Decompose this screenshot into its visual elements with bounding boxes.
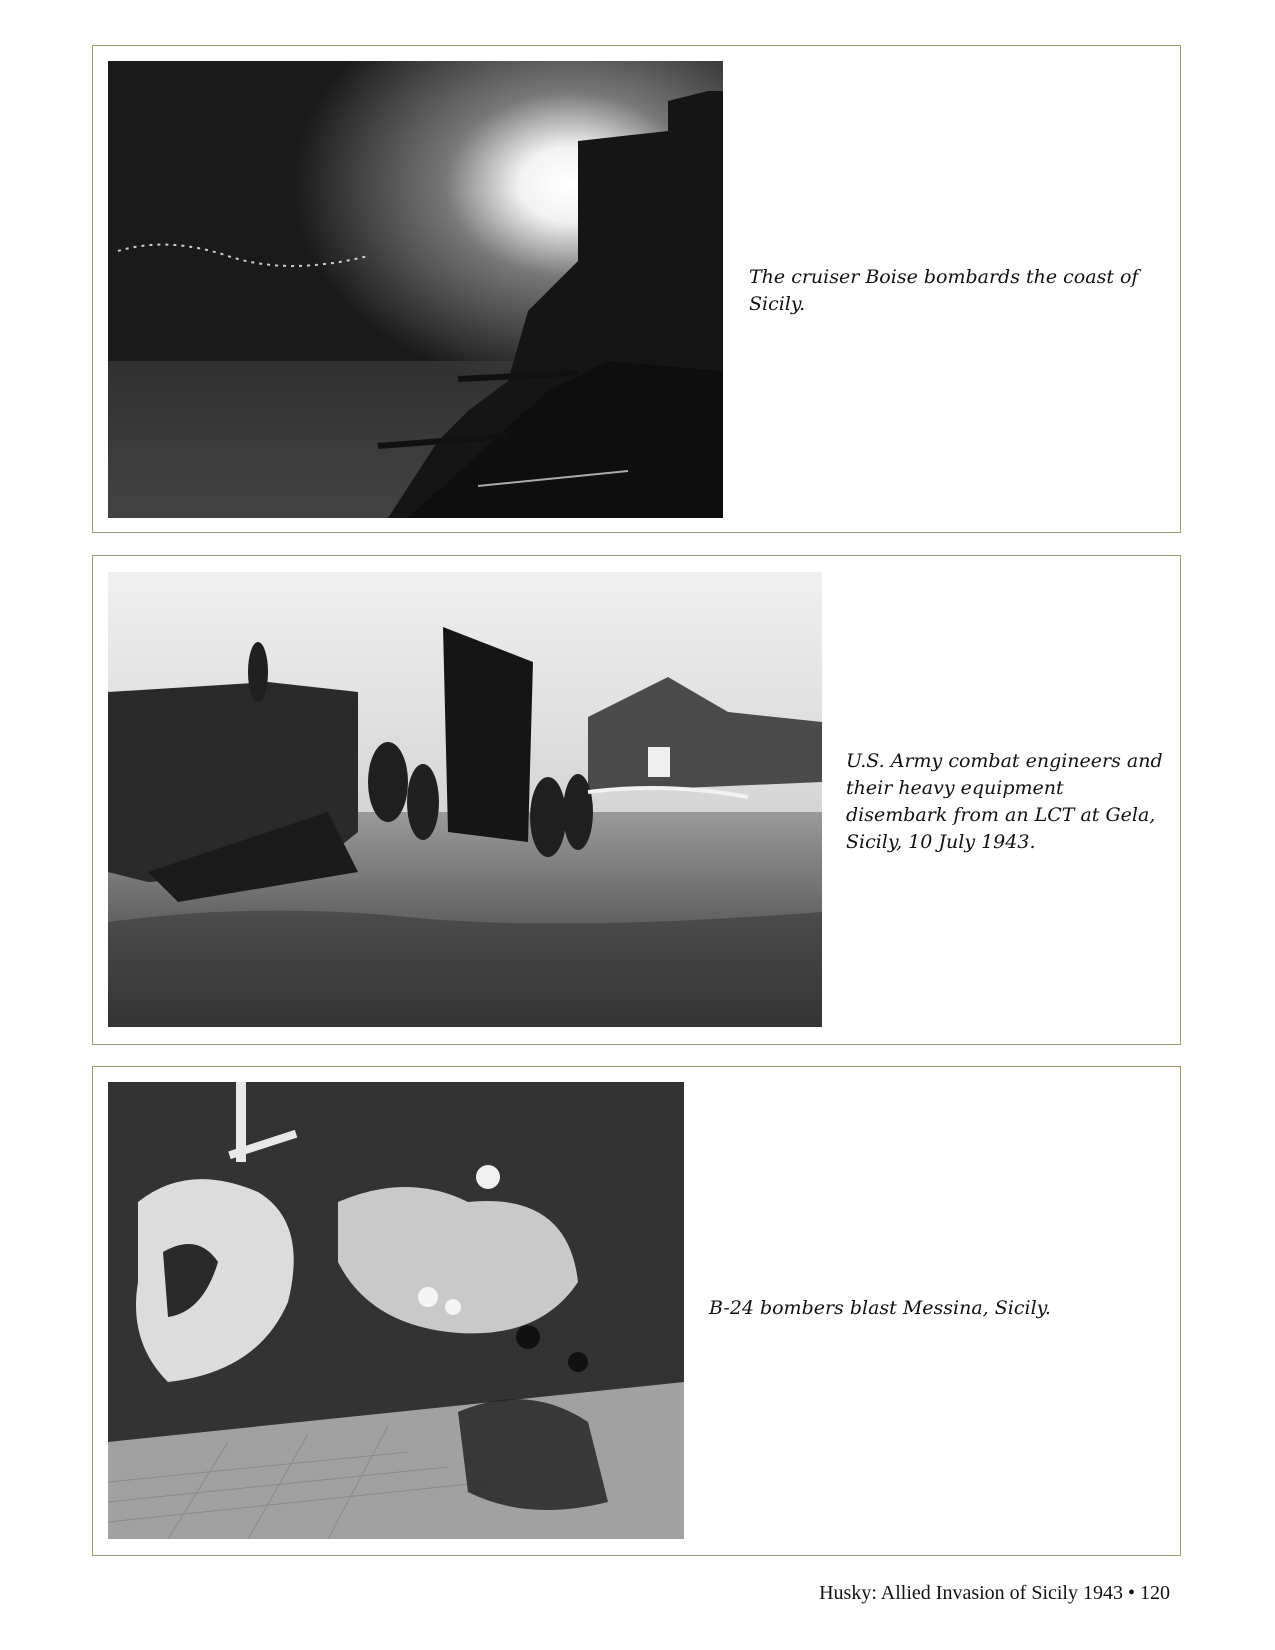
photo-panel-2 (92, 555, 1181, 1045)
photo-panel-1 (92, 45, 1181, 533)
aerial-bombing-photo (108, 1082, 684, 1539)
photo-caption-2: U.S. Army combat engineers and their heavy equipment disembark from an LCT at Gela, Sicily, 10 July 1943. (846, 750, 1163, 853)
photo-caption-3: B-24 bombers blast Messina, Sicily. (709, 1297, 1051, 1319)
photo-caption-1: The cruiser Boise bombards the coast of Sicily. (749, 266, 1139, 315)
page-footer: Husky: Allied Invasion of Sicily 1943 • 120 (819, 1582, 1170, 1604)
photo-panel-3 (92, 1066, 1181, 1556)
lct-landing-photo (108, 572, 822, 1027)
cruiser-bombardment-photo (108, 61, 723, 518)
